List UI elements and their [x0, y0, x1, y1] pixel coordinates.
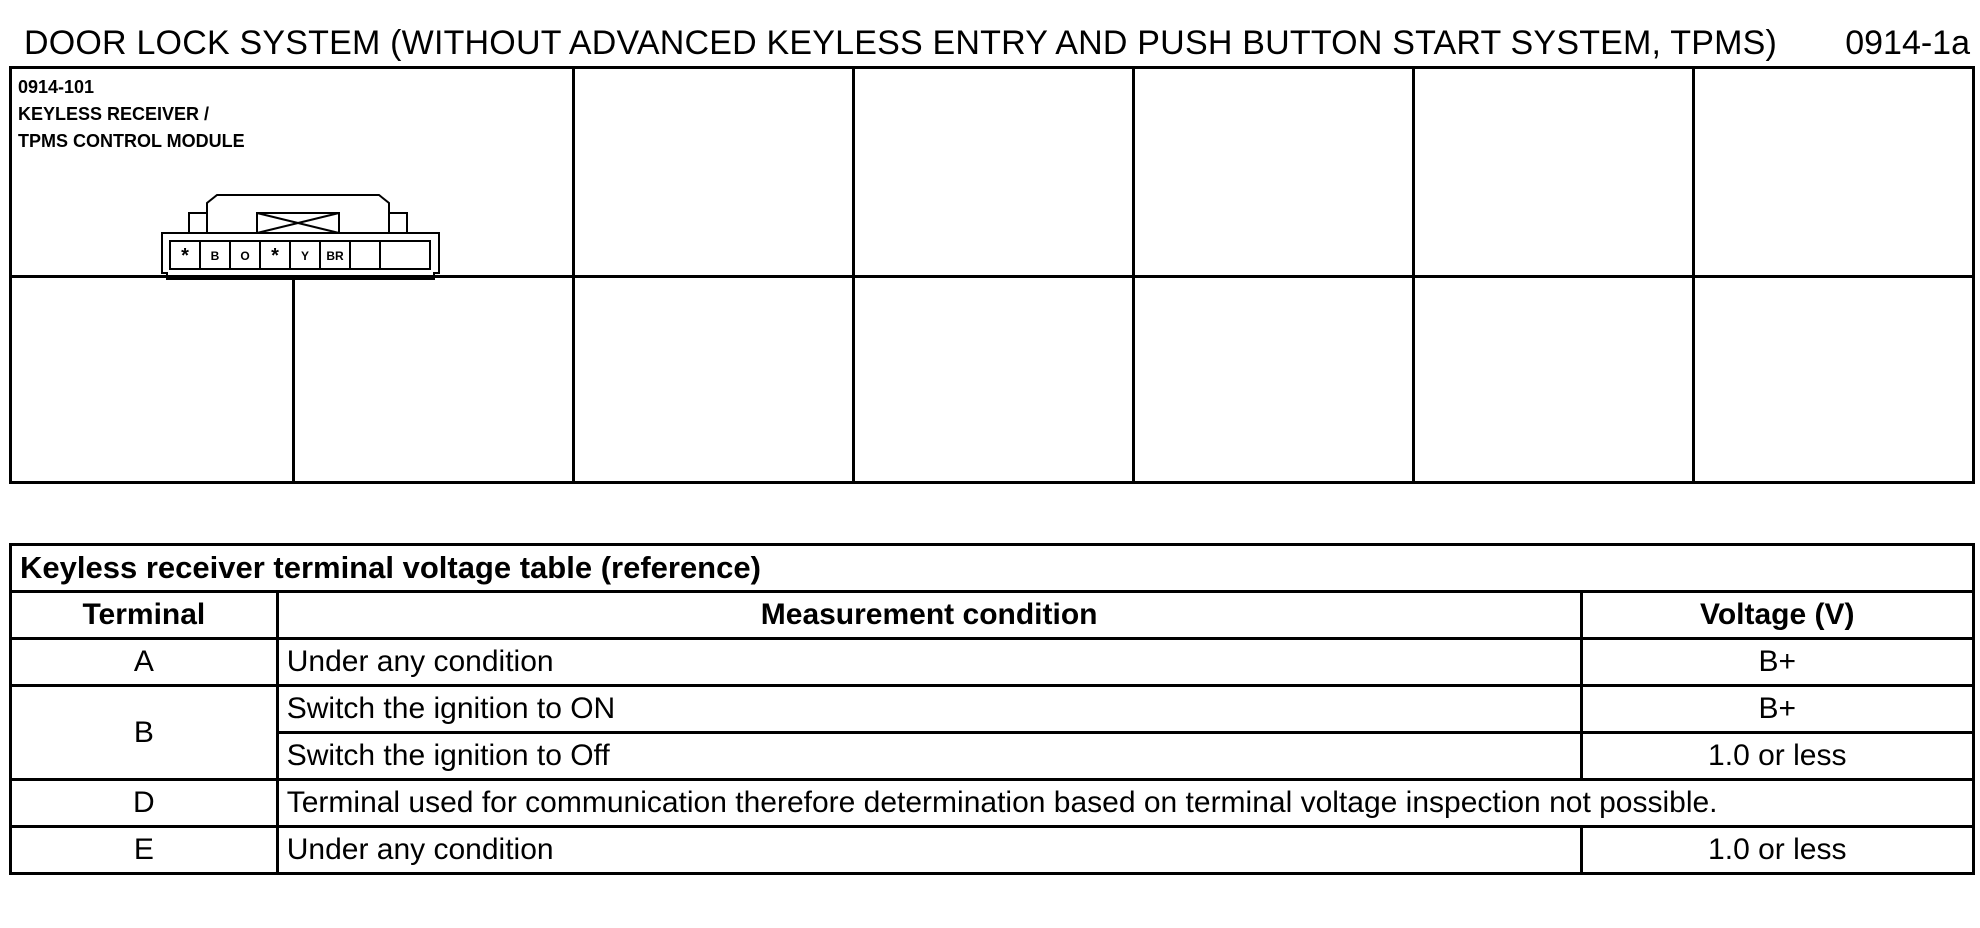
- table-row: [11, 686, 1974, 733]
- connector-cell: [14, 71, 574, 271]
- table-header-row: [11, 592, 1974, 639]
- connector-grid: [9, 66, 1975, 484]
- grid-col-divider: [292, 275, 295, 481]
- voltage-cell: B+: [1581, 686, 1973, 733]
- table-caption: Keyless receiver terminal voltage table (reference): [11, 545, 1974, 592]
- column-header-voltage: Voltage (V): [1581, 592, 1973, 639]
- connector-pin-2: B: [210, 249, 220, 263]
- document-title: DOOR LOCK SYSTEM (WITHOUT ADVANCED KEYLESS ENTRY AND PUSH BUTTON START SYSTEM, TPMS): [24, 24, 1778, 62]
- voltage-cell: B+: [1581, 639, 1973, 686]
- table-row: [11, 733, 1974, 780]
- connector-pin-1: *: [181, 245, 189, 267]
- grid-col-divider: [1132, 69, 1135, 481]
- connector-pin-4: *: [271, 245, 279, 267]
- table-row: [11, 827, 1974, 874]
- grid-col-divider: [1692, 69, 1695, 481]
- table-row: [11, 639, 1974, 686]
- connector-pin-6: BR: [326, 249, 344, 263]
- column-header-terminal: Terminal: [11, 592, 278, 639]
- terminal-cell: A: [11, 639, 278, 686]
- terminal-cell: D: [11, 780, 278, 827]
- table-row: [11, 780, 1974, 827]
- page-code: 0914-1a: [1845, 24, 1970, 62]
- connector-code: 0914-101: [18, 77, 95, 97]
- connector-face-diagram: [159, 189, 445, 281]
- condition-cell: Switch the ignition to ON: [277, 686, 1581, 733]
- connector-name-line1: KEYLESS RECEIVER /: [18, 104, 210, 124]
- grid-col-divider: [1412, 69, 1415, 481]
- voltage-cell: 1.0 or less: [1581, 827, 1973, 874]
- connector-pin-3: O: [240, 249, 250, 263]
- table-caption-row: [11, 545, 1974, 592]
- terminal-cell: E: [11, 827, 278, 874]
- terminal-cell: B: [11, 686, 278, 780]
- condition-cell: Switch the ignition to Off: [277, 733, 1581, 780]
- voltage-cell: 1.0 or less: [1581, 733, 1973, 780]
- condition-cell: Under any condition: [277, 827, 1581, 874]
- condition-cell: Terminal used for communication therefore determination based on terminal voltage inspection not possible.: [277, 780, 1973, 827]
- connector-pin-5: Y: [300, 249, 310, 263]
- voltage-table: [9, 543, 1975, 875]
- connector-name-line2: TPMS CONTROL MODULE: [18, 131, 245, 151]
- condition-cell: Under any condition: [277, 639, 1581, 686]
- grid-col-divider: [852, 69, 855, 481]
- column-header-condition: Measurement condition: [277, 592, 1581, 639]
